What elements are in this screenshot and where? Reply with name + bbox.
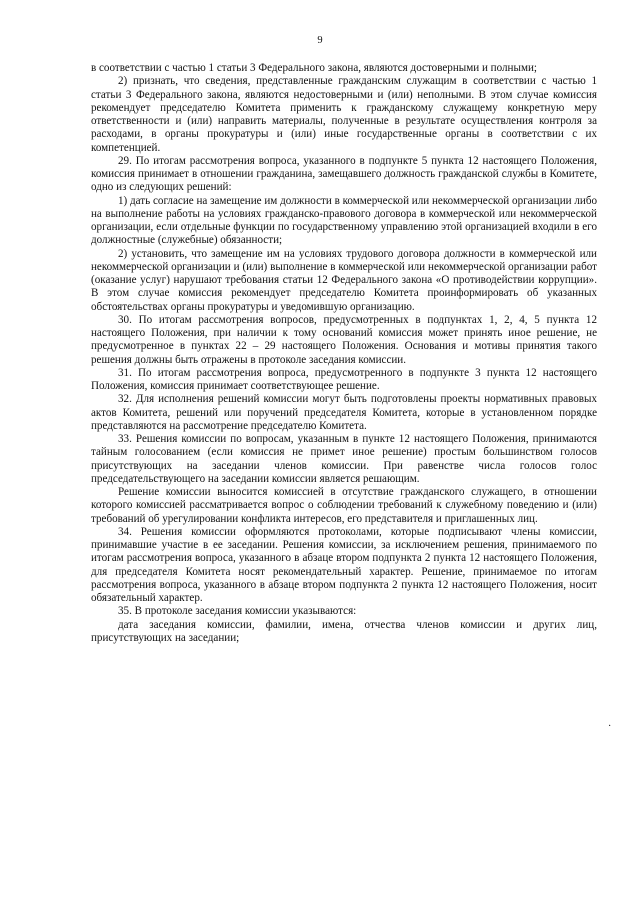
paragraph: 31. По итогам рассмотрения вопроса, предусмотренного в подпункте 3 пункта 12 настоящего Положения, комиссия принимает соответствующее решение. — [91, 366, 597, 392]
paragraph: 35. В протоколе заседания комиссии указываются: — [118, 605, 357, 618]
margin-mark: · — [608, 721, 612, 732]
paragraph: 34. Решения комиссии оформляются протоколами, которые подписывают члены комиссии, принимавшие участие в ее заседании. Решения комиссии, за исключением решения, принимаемого по итогам рассмотрения вопроса, указанного в абзаце втором подпункта 2 пункта 12 настоящего Положения, для председателя Комитета носят рекомендательный характер. Решение, принимаемое по итогам рассмотрения вопроса, указанного в абзаце втором подпункта 2 пункта 12 настоящего Положения, носит обязательный характер. — [91, 525, 597, 604]
paragraph: 29. По итогам рассмотрения вопроса, указанного в подпункте 5 пункта 12 настоящего Положения, комиссия принимает в отношении гражданина, замещавшего должность гражданской службы в Комитете, одно из следующих решений: — [91, 154, 597, 194]
paragraph: дата заседания комиссии, фамилии, имена, отчества членов комиссии и других лиц, присутствующих на заседании; — [91, 618, 597, 644]
paragraph: 32. Для исполнения решений комиссии могут быть подготовлены проекты нормативных правовых актов Комитета, решений или поручений председателя Комитета, которые в установленном порядке представляются на рассмотрение председателю Комитета. — [91, 393, 597, 432]
paragraph: 1) дать согласие на замещение им должности в коммерческой или некоммерческой организации либо на выполнение работы на условиях гражданско-правового договора в коммерческой или некоммерческой организации, если отдельные функции по государственному управлению этой организацией входили в его должностные (служебные) обязанности; — [91, 194, 598, 247]
page-number: 9 — [317, 35, 323, 46]
paragraph: 33. Решения комиссии по вопросам, указанным в пункте 12 настоящего Положения, принимаются тайным голосованием (если комиссия не примет иное решение) простым большинством голосов присутствующих на заседании членов комиссии. При равенстве числа голосов голос председательствующего на заседании комиссии является решающим. — [91, 433, 597, 485]
paragraph: 30. По итогам рассмотрения вопросов, предусмотренных в подпунктах 1, 2, 4, 5 пункта 12 настоящего Положения, при наличии к тому оснований комиссия может принять иное решение, не предусмотренное в пунктах 22 – 29 настоящего Положения. Основания и мотивы принятия такого решения должны быть отражены в протоколе заседания комиссии. — [91, 313, 597, 366]
paragraph: 2) признать, что сведения, представленные гражданским служащим в соответствии с частью 1 статьи 3 Федерального закона, являются недостоверными и (или) неполными. В этом случае комиссия рекомендует председателю Комитета применить к гражданскому служащему конкретную меру ответственности и (или) направить материалы, полученные в результате осуществления контроля за расходами, в органы прокуратуры и (или) иные государственные органы в соответствии с их компетенцией. — [91, 75, 597, 154]
paragraph: Решение комиссии выносится комиссией в отсутствие гражданского служащего, в отношении которого комиссией рассматривается вопрос о соблюдении требований к служебному поведению и (или) требований об урегулировании конфликта интересов, его представителя и приглашенных лиц. — [91, 486, 597, 525]
paragraph: в соответствии с частью 1 статьи 3 Федерального закона, являются достоверными и полными; — [91, 62, 537, 74]
document-body — [91, 62, 597, 645]
paragraph: 2) установить, что замещение им на условиях трудового договора должности в коммерческой или некоммерческой организации и (или) выполнение в коммерческой или некоммерческой организации работ (оказание услуг) нарушают требования статьи 12 Федерального закона «О противодействии коррупции». В этом случае комиссия рекомендует председателю Комитета проинформировать об указанных обстоятельствах органы прокуратуры и уведомившую организацию. — [91, 247, 597, 313]
